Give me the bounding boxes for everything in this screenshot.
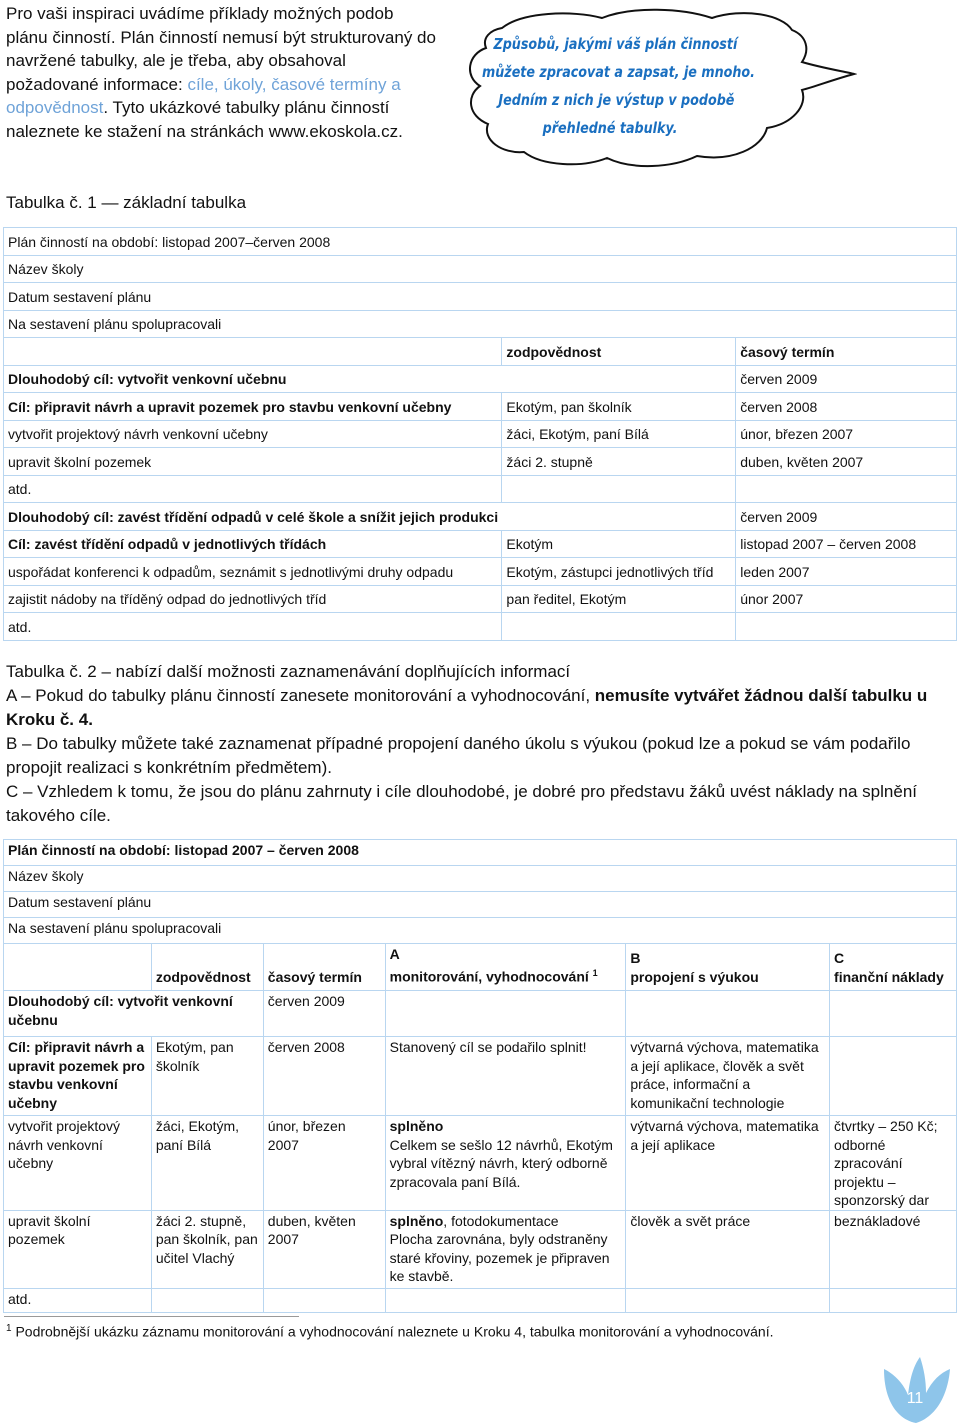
- term-cell: únor, březen 2007: [263, 1116, 385, 1211]
- note-a: [6, 684, 946, 732]
- column-header-responsibility: zodpovědnost: [502, 338, 736, 366]
- empty-cell: [263, 1288, 385, 1312]
- term-cell: duben, květen 2007: [263, 1210, 385, 1288]
- task-cell: upravit školní pozemek: [4, 1210, 152, 1288]
- bubble-line: Jedním z nich je výstup v podobě: [498, 91, 735, 109]
- column-a-letter: A: [389, 946, 400, 963]
- empty-cell: [385, 991, 626, 1037]
- monitoring-cell: Stanovený cíl se podařilo splnit!: [385, 1037, 626, 1116]
- table-row: [4, 503, 957, 531]
- cost-cell: beznákladové: [830, 1210, 957, 1288]
- note-b: B – Do tabulky můžete také zaznamenat případné propojení daného úkolu s výukou (pokud lze a pokud se vám podařilo propojit realizaci s konkrétním předmětem).: [6, 734, 911, 777]
- table-row: [4, 1116, 957, 1211]
- task-cell: vytvořit projektový návrh venkovní učebny: [4, 1116, 152, 1211]
- resp-cell: žáci 2. stupně, pan školník, pan učitel Vlachý: [151, 1210, 263, 1288]
- empty-cell: [385, 1288, 626, 1312]
- resp-cell: žáci, Ekotým, paní Bílá: [151, 1116, 263, 1211]
- table-row: [4, 310, 957, 338]
- goal-term: červen 2009: [736, 503, 957, 531]
- bubble-line: můžete zpracovat a zapsat, je mnoho.: [482, 63, 755, 81]
- long-term-goal: Dlouhodobý cíl: vytvořit venkovní učebnu: [4, 365, 736, 393]
- resp-cell: Ekotým, zástupci jednotlivých tříd: [502, 558, 736, 586]
- etc-cell: atd.: [4, 613, 502, 641]
- task-cell: Cíl: připravit návrh a upravit pozemek pro stavbu venkovní učebny: [4, 393, 502, 421]
- table2-collab: Na sestavení plánu spolupracovali: [4, 918, 957, 944]
- monitoring-cell: [385, 1210, 626, 1288]
- table1: [3, 227, 957, 641]
- table-row: [4, 420, 957, 448]
- table-row: [4, 228, 957, 256]
- footnote-ref: 1: [592, 967, 598, 978]
- task-cell: uspořádat konferenci k odpadům, seznámit s jednotlivými druhy odpadu: [4, 558, 502, 586]
- intro-highlight: cíle, úkoly, časové termíny a odpovědnost: [6, 74, 401, 117]
- term-cell: leden 2007: [736, 558, 957, 586]
- table1-heading: Tabulka č. 1 — základní tabulka: [6, 193, 247, 212]
- term-cell: červen 2008: [736, 393, 957, 421]
- cost-cell: čtvrtky – 250 Kč; odborné zpracování projektu – sponzorský dar: [830, 1116, 957, 1211]
- footnote-text: Podrobnější ukázku záznamu monitorování a vyhodnocování naleznete u Kroku 4, tabulka monitorování a vyhodnocování.: [11, 1323, 774, 1340]
- teaching-link-cell: výtvarná výchova, matematika a její aplikace: [626, 1116, 830, 1211]
- empty-cell: [4, 944, 152, 991]
- table-row: [4, 1210, 957, 1288]
- page-number: 11: [906, 1390, 924, 1407]
- table1-empty-header: [4, 338, 502, 366]
- goal-term: červen 2009: [263, 991, 385, 1037]
- column-header-term: časový termín: [263, 944, 385, 991]
- note-a-text: A – Pokud do tabulky plánu činností zanesete monitorování a vyhodnocování,: [6, 686, 595, 705]
- resp-cell: žáci 2. stupně: [502, 448, 736, 476]
- footnote: [6, 1323, 773, 1340]
- table2-school: Název školy: [4, 866, 957, 892]
- term-cell: únor, březen 2007: [736, 420, 957, 448]
- table-header-row: [4, 338, 957, 366]
- bubble-text: [482, 30, 755, 142]
- task-cell: vytvořit projektový návrh venkovní učebny: [4, 420, 502, 448]
- empty-cell: [830, 1288, 957, 1312]
- table-row: [4, 866, 957, 892]
- column-header-term: časový termín: [736, 338, 957, 366]
- status-rest: , fotodokumentace: [443, 1212, 559, 1229]
- column-header-a: [385, 944, 626, 991]
- intro-text-2: . Tyto ukázkové tabulky plánu činností naleznete ke stažení na stránkách www.ekoskola.cz.: [6, 98, 403, 141]
- status-label: splněno: [389, 1212, 444, 1229]
- table-row: [4, 613, 957, 641]
- table2-title: Plán činností na období: listopad 2007 – červen 2008: [4, 840, 957, 866]
- table-row: [4, 448, 957, 476]
- table1-collab: Na sestavení plánu spolupracovali: [4, 310, 957, 338]
- table-row: [4, 283, 957, 311]
- column-header-b: [626, 944, 830, 991]
- empty-cell: [830, 991, 957, 1037]
- intro-paragraph: [6, 2, 436, 143]
- term-cell: únor 2007: [736, 585, 957, 613]
- intro-text-1: Pro vaši inspiraci uvádíme příklady možných podob plánu činností. Plán činností nemusí být strukturovaný do navržené tabulky, ale je třeba, aby obsahoval požadované informace:: [6, 4, 436, 94]
- term-cell: červen 2008: [263, 1037, 385, 1116]
- empty-cell: [151, 1288, 263, 1312]
- note-c: C – Vzhledem k tomu, že jsou do plánu zahrnuty i cíle dlouhodobé, je dobré pro představu žáků uvést náklady na splnění takového cíle.: [6, 782, 918, 825]
- teaching-link-cell: člověk a svět práce: [626, 1210, 830, 1288]
- column-a-label: monitorování, vyhodnocování: [389, 968, 589, 985]
- column-header-responsibility: zodpovědnost: [151, 944, 263, 991]
- table-row: [4, 558, 957, 586]
- table1-school: Název školy: [4, 255, 957, 283]
- resp-cell: žáci, Ekotým, paní Bílá: [502, 420, 736, 448]
- task-cell: Cíl: připravit návrh a upravit pozemek pro stavbu venkovní učebny: [4, 1037, 152, 1116]
- table2-heading: Tabulka č. 2 – nabízí další možnosti zaznamenávání doplňujících informací: [6, 662, 571, 681]
- empty-cell: [626, 1288, 830, 1312]
- footnote-divider: [4, 1316, 299, 1317]
- column-b-label: propojení s výukou: [630, 968, 759, 985]
- long-term-goal: Dlouhodobý cíl: vytvořit venkovní učebnu: [4, 991, 264, 1037]
- table-row: [4, 1037, 957, 1116]
- empty-cell: [502, 613, 736, 641]
- table-row: [4, 840, 957, 866]
- term-cell: duben, květen 2007: [736, 448, 957, 476]
- cost-cell: [830, 1037, 957, 1116]
- table-row: [4, 991, 957, 1037]
- status-label: splněno: [389, 1118, 444, 1134]
- table1-title: Plán činností na období: listopad 2007–červen 2008: [4, 228, 957, 256]
- long-term-goal: Dlouhodobý cíl: zavést třídění odpadů v celé škole a snížit jejich produkci: [4, 503, 736, 531]
- thought-bubble: [462, 6, 857, 171]
- table-row: [4, 530, 957, 558]
- table-row: [4, 892, 957, 918]
- monitoring-text: Plocha zarovnána, byly odstraněny staré křoviny, pozemek je připraven ke stavbě.: [389, 1231, 610, 1284]
- empty-cell: [736, 475, 957, 503]
- table-header-row: [4, 944, 957, 991]
- table-row: [4, 255, 957, 283]
- empty-cell: [626, 991, 830, 1037]
- empty-cell: [736, 613, 957, 641]
- task-cell: zajistit nádoby na tříděný odpad do jednotlivých tříd: [4, 585, 502, 613]
- column-c-label: finanční náklady: [834, 968, 944, 985]
- etc-cell: atd.: [4, 1288, 152, 1312]
- bubble-line: Způsobů, jakými váš plán činností: [493, 35, 738, 53]
- resp-cell: Ekotým: [502, 530, 736, 558]
- note-a-bold: nemusíte vytvářet žádnou další tabulku u Kroku č. 4.: [6, 686, 928, 729]
- column-b-letter: B: [630, 950, 641, 966]
- resp-cell: Ekotým, pan školník: [151, 1037, 263, 1116]
- task-cell: upravit školní pozemek: [4, 448, 502, 476]
- column-header-c: [830, 944, 957, 991]
- monitoring-text: Celkem se sešlo 12 návrhů, Ekotým vybral vítězný návrh, který odborně zpracovala paní Bílá.: [389, 1136, 613, 1190]
- column-c-letter: C: [834, 950, 845, 966]
- resp-cell: Ekotým, pan školník: [502, 393, 736, 421]
- table-row: [4, 585, 957, 613]
- table-row: [4, 475, 957, 503]
- goal-term: červen 2009: [736, 365, 957, 393]
- table1-date: Datum sestavení plánu: [4, 283, 957, 311]
- table-row: [4, 918, 957, 944]
- monitoring-cell: [385, 1116, 626, 1211]
- etc-cell: atd.: [4, 475, 502, 503]
- task-cell: Cíl: zavést třídění odpadů v jednotlivých třídách: [4, 530, 502, 558]
- table-row: [4, 1288, 957, 1312]
- teaching-link-cell: výtvarná výchova, matematika a její aplikace, člověk a svět práce, informační a komunikační technologie: [626, 1037, 830, 1116]
- resp-cell: pan ředitel, Ekotým: [502, 585, 736, 613]
- table-row: [4, 393, 957, 421]
- status-line: [390, 1212, 622, 1231]
- term-cell: listopad 2007 – červen 2008: [736, 530, 957, 558]
- table-row: [4, 365, 957, 393]
- table2-date: Datum sestavení plánu: [4, 892, 957, 918]
- footnote-number: 1: [6, 1323, 12, 1334]
- table2: [3, 839, 957, 1313]
- bubble-line: přehledné tabulky.: [542, 119, 678, 137]
- empty-cell: [502, 475, 736, 503]
